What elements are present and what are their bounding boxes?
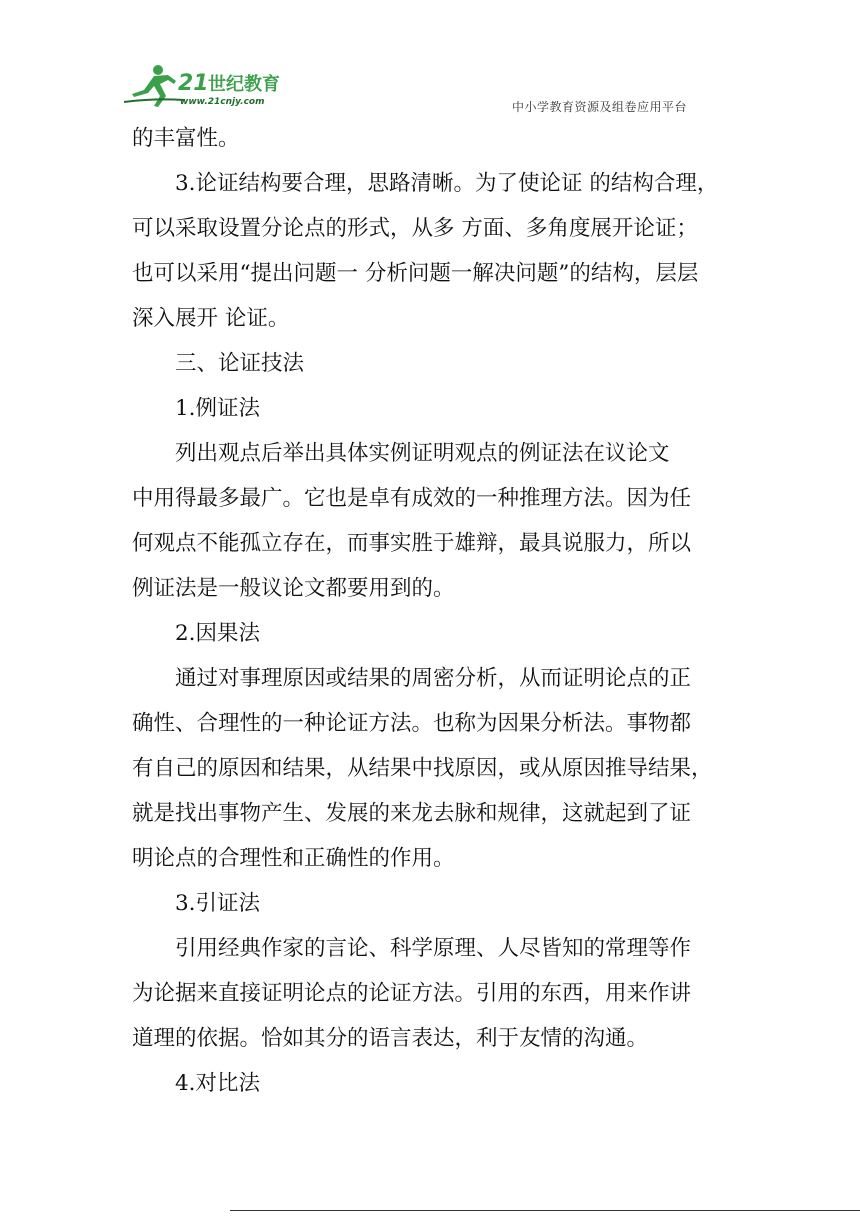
text-line: 道理的依据。恰如其分的语言表达，利于友情的沟通。 <box>132 1026 649 1051</box>
text-line: 可以采取设置分论点的形式，从多 方面、多角度展开论证； <box>132 216 698 241</box>
logo-main-text: 世纪教育 <box>208 74 280 95</box>
text-line: 有自己的原因和结果，从结果中找原因，或从原因推导结果， <box>132 756 713 781</box>
platform-caption: 中小学教育资源及组卷应用平台 <box>512 100 688 114</box>
text-line: 1.例证法 <box>175 396 261 421</box>
text-line: 中用得最多最广。它也是卓有成效的一种推理方法。因为任 <box>132 486 692 511</box>
text-line: 列出观点后举出具体实例证明观点的例证法在议论文 <box>175 441 670 466</box>
footer-rule <box>230 1210 860 1211</box>
text-line: 何观点不能孤立存在，而事实胜于雄辩，最具说服力，所以 <box>132 531 692 556</box>
text-line: 明论点的合理性和正确性的作用。 <box>132 846 455 871</box>
text-line: 通过对事理原因或结果的周密分析，从而证明论点的正 <box>175 666 692 691</box>
text-line: 深入展开 论证。 <box>132 306 290 331</box>
text-line: 的丰富性。 <box>132 126 240 151</box>
text-line: 引用经典作家的言论、科学原理、人尽皆知的常理等作 <box>175 936 692 961</box>
text-line: 3.引证法 <box>175 891 261 916</box>
page-header <box>0 0 860 120</box>
logo-runner-icon <box>124 60 294 110</box>
text-line: 4.对比法 <box>175 1071 261 1096</box>
text-line: 为论据来直接证明论点的论证方法。引用的东西，用来作讲 <box>132 981 692 1006</box>
document-body <box>132 116 732 1106</box>
text-line: 也可以采用“提出问题一 分析问题一解决问题”的结构，层层 <box>132 261 699 286</box>
text-line: 三、论证技法 <box>175 351 305 376</box>
svg-text:21: 21 <box>178 71 209 96</box>
logo-url-text: www.21cnjy.com <box>180 97 265 107</box>
text-line: 3.论证结构要合理，思路清晰。为了使论证 的结构合理， <box>175 171 719 196</box>
text-line: 2.因果法 <box>175 621 261 646</box>
text-line: 就是找出事物产生、发展的来龙去脉和规律，这就起到了证 <box>132 801 692 826</box>
logo-21cnjy <box>124 60 294 110</box>
text-line: 例证法是一般议论文都要用到的。 <box>132 576 455 601</box>
text-line: 确性、合理性的一种论证方法。也称为因果分析法。事物都 <box>132 711 692 736</box>
